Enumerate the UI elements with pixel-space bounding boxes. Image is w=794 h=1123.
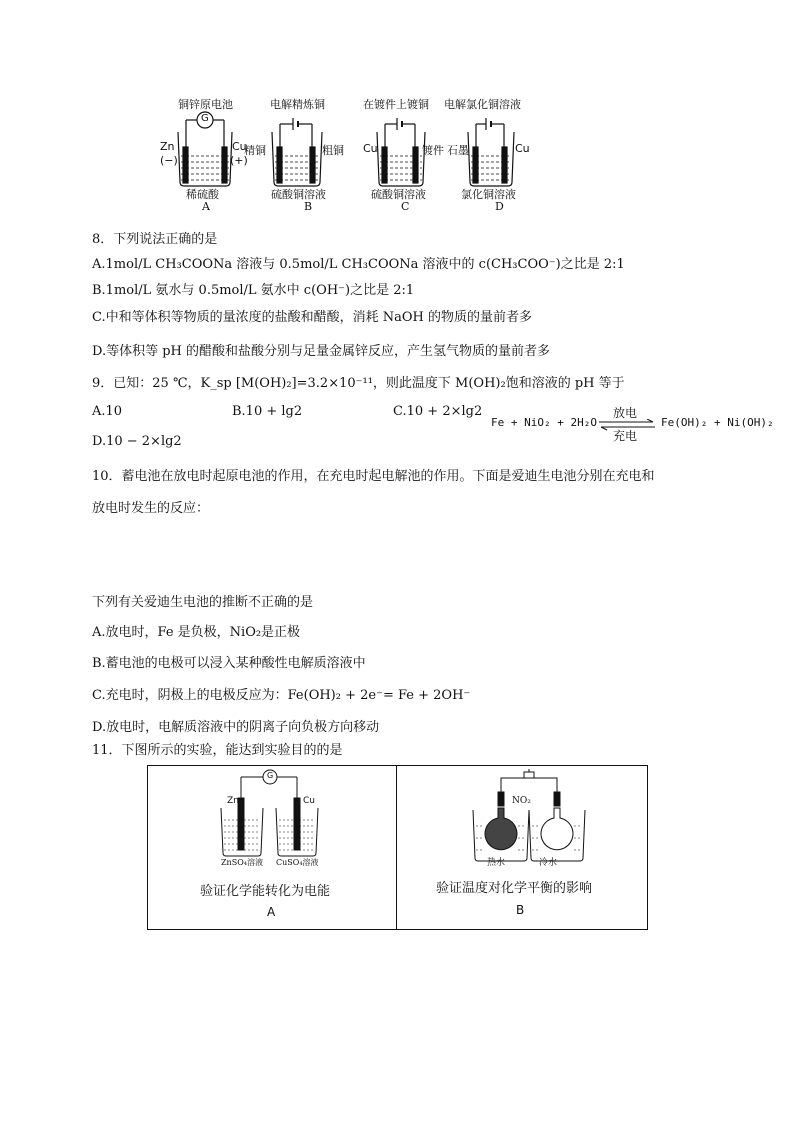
cell-c-letter: C [401, 200, 410, 213]
panel-a-left-solution: ZnSO₄溶液 [221, 858, 263, 867]
cell-b [272, 118, 322, 186]
cell-b-left-electrode: 精铜 [244, 144, 266, 157]
q9-option-a: A.10 [92, 404, 123, 419]
panel-a-right-electrode: Cu [303, 796, 315, 806]
cell-a-left-electrode: Zn [160, 140, 175, 153]
cell-c-solution: 硫酸铜溶液 [371, 188, 426, 201]
q8-option-c: C.中和等体积等物质的量浓度的盐酸和醋酸，消耗 NaOH 的物质的量前者多 [92, 310, 533, 325]
q8-option-a: A.1mol/L CH₃COONa 溶液与 0.5mol/L CH₃COONa 溶液中的 c(CH₃COO⁻)之比是 2:1 [92, 257, 625, 272]
panel-b [397, 766, 647, 929]
panel-a-galvanometer: G [267, 771, 274, 780]
cell-a-right-sign: (+) [230, 154, 248, 167]
cell-c-right-electrode: 镀件 [422, 144, 444, 157]
panel-a-right-solution: CuSO₄溶液 [276, 858, 319, 867]
q8-option-d: D.等体积等 pH 的醋酸和盐酸分别与足量金属锌反应，产生氢气物质的量前者多 [92, 344, 551, 359]
cell-d-right-electrode: Cu [515, 142, 530, 155]
q10-option-c: C.充电时，阴极上的电极反应为：Fe(OH)₂ + 2e⁻= Fe + 2OH⁻ [92, 688, 471, 703]
top-figure [160, 92, 540, 217]
cell-a-solution: 稀硫酸 [186, 188, 219, 201]
cell-a-title: 铜锌原电池 [178, 98, 233, 111]
cell-b-title: 电解精炼铜 [270, 98, 325, 111]
cell-a-right-electrode: Cu [232, 140, 247, 153]
cell-b-right-electrode: 粗铜 [322, 144, 344, 157]
panel-b-cold-water: 冷水 [539, 858, 558, 868]
cell-d-title: 电解氯化铜溶液 [444, 98, 521, 111]
equation-left: Fe + NiO₂ + 2H₂O [491, 416, 597, 429]
q8-option-b: B.1mol/L 氨水与 0.5mol/L 氨水中 c(OH⁻)之比是 2:1 [92, 283, 415, 298]
panel-b-caption: 验证温度对化学平衡的影响 [436, 881, 593, 896]
q10-option-b: B.蓄电池的电极可以浸入某种酸性电解质溶液中 [92, 656, 366, 671]
cell-d-left-electrode: 石墨 [447, 144, 469, 157]
edison-equation [491, 404, 786, 444]
q9-stem: 9．已知：25 ℃，K_sp [M(OH)₂]=3.2×10⁻¹¹，则此温度下 M(OH)₂饱和溶液的 pH 等于 [92, 376, 625, 391]
panel-a-left-electrode: Zn [227, 796, 239, 806]
cell-c [377, 118, 425, 186]
cell-a-letter: A [202, 200, 210, 213]
q8-stem: 8．下列说法正确的是 [92, 232, 218, 247]
panel-b-gas-label: NO₂ [512, 796, 531, 806]
cell-a-left-sign: (−) [160, 154, 178, 167]
cell-d-letter: D [495, 200, 504, 213]
q10-option-a: A.放电时，Fe 是负极，NiO₂是正极 [92, 625, 301, 640]
q9-option-d: D.10 − 2×lg2 [92, 434, 182, 449]
q9-option-c: C.10 + 2×lg2 [393, 404, 483, 419]
galvanometer-label: G [201, 113, 209, 124]
q10-sub-stem: 下列有关爱迪生电池的推断不正确的是 [92, 595, 314, 610]
equation-bottom-label: 充电 [613, 429, 638, 443]
cell-b-solution: 硫酸铜溶液 [271, 188, 326, 201]
cell-b-letter: B [304, 200, 313, 213]
panel-a-letter: A [267, 905, 276, 919]
q10-stem-line2: 放电时发生的反应： [92, 501, 210, 516]
q11-stem: 11．下图所示的实验，能达到实验目的的是 [92, 743, 343, 758]
cell-c-title: 在镀件上镀铜 [363, 98, 429, 111]
panel-b-hot-water: 热水 [487, 858, 506, 868]
q11-experiment-table [147, 765, 648, 930]
q10-stem-line1: 10．蓄电池在放电时起原电池的作用，在充电时起电解池的作用。下面是爱迪生电池分别在充电和 [92, 469, 655, 484]
panel-b-letter: B [516, 903, 525, 917]
panel-a-caption: 验证化学能转化为电能 [200, 884, 331, 899]
galvanic-cell-diagram [218, 768, 368, 868]
cell-d [468, 118, 514, 186]
equation-top-label: 放电 [613, 406, 638, 420]
cell-d-solution: 氯化铜溶液 [461, 188, 516, 201]
no2-equilibrium-diagram [471, 768, 591, 868]
panel-a [148, 766, 396, 929]
q10-option-d: D.放电时，电解质溶液中的阴离子向负极方向移动 [92, 720, 380, 735]
cell-c-left-electrode: Cu [363, 142, 378, 155]
equation-right: Fe(OH)₂ + Ni(OH)₂ [661, 416, 774, 429]
q9-option-b: B.10 + lg2 [232, 404, 303, 419]
